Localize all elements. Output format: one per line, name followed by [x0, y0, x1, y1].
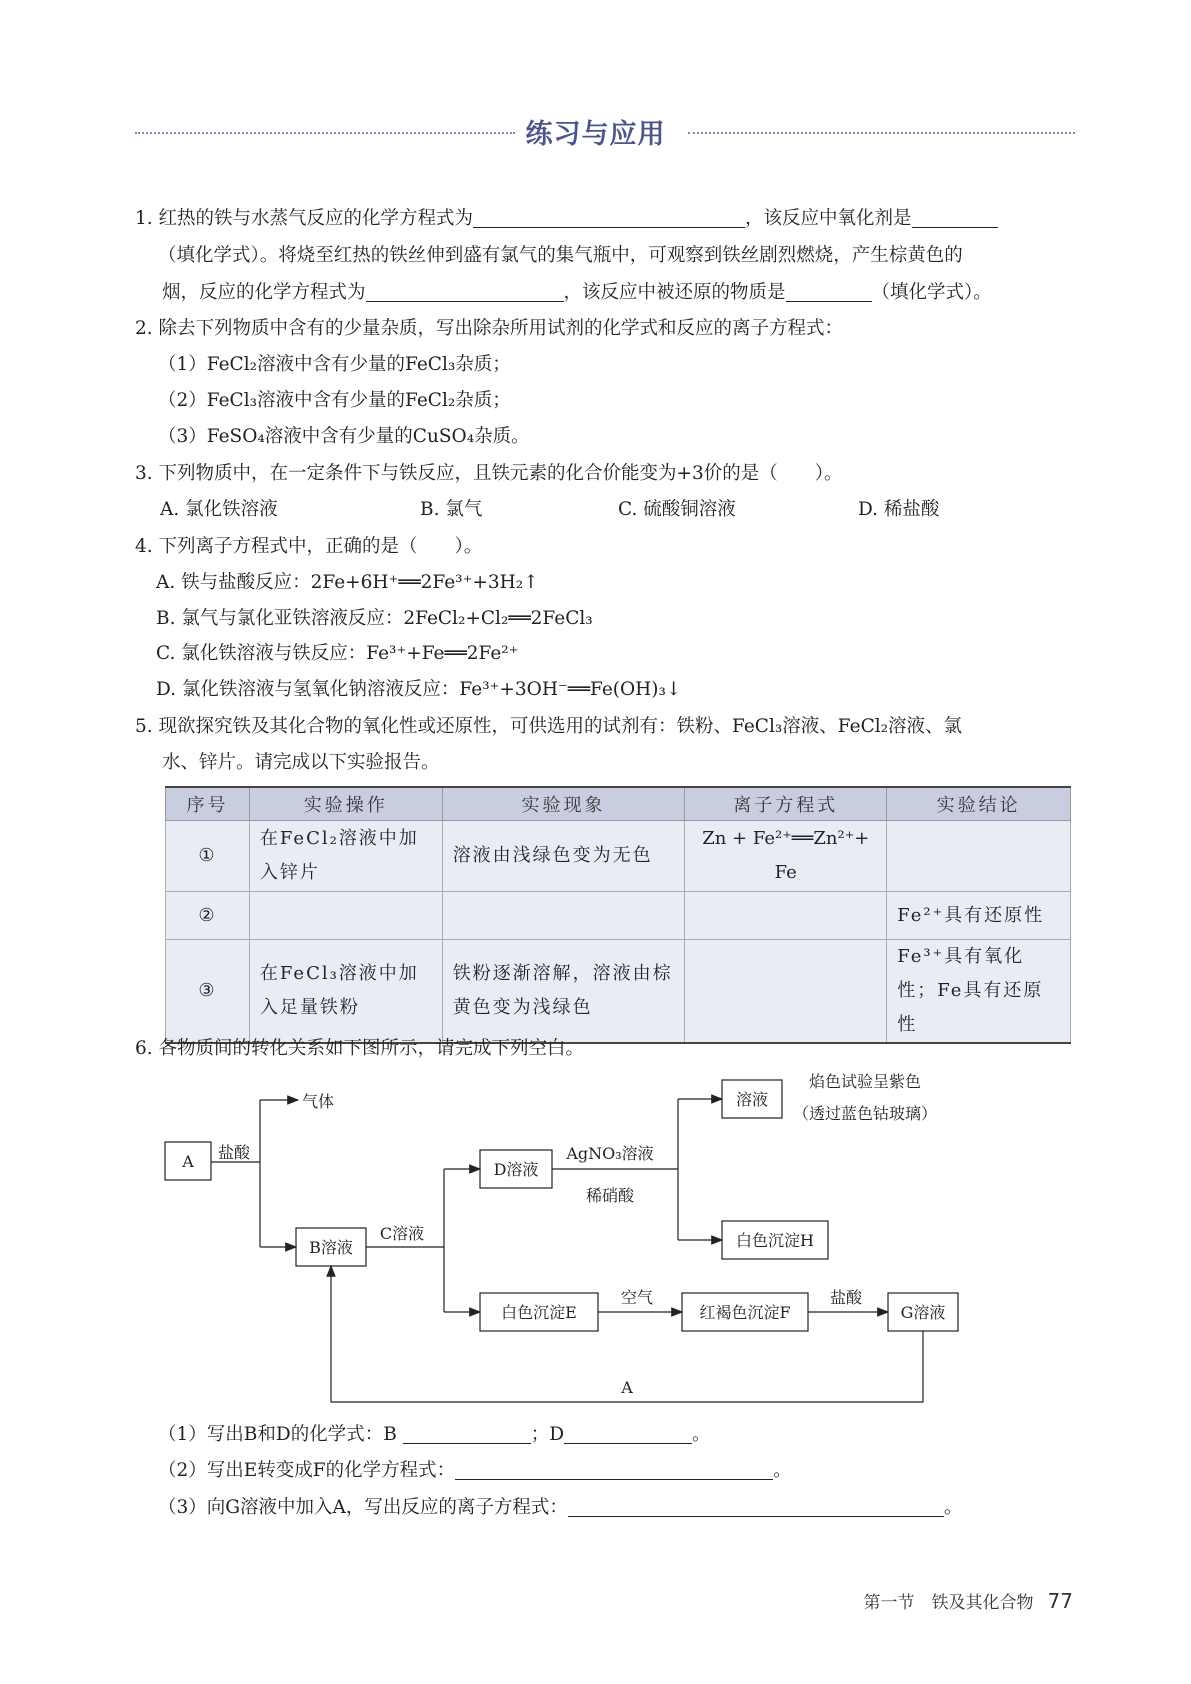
table-header: 离子方程式: [685, 787, 887, 821]
q1-line2: （填化学式）。将烧至红热的铁丝伸到盛有氯气的集气瓶中，可观察到铁丝剧烈燃烧，产生棕黄色的: [158, 245, 963, 266]
q6-part1: （1）写出B和D的化学式：B ；D 。: [158, 1418, 711, 1452]
answer-blank[interactable]: [568, 1494, 944, 1517]
q5-line1: 5. 现欲探究铁及其化合物的氧化性或还原性，可供选用的试剂有：铁粉、FeCl₃溶液、FeCl₂溶液、氯: [135, 716, 963, 737]
q3-option-d[interactable]: D. 稀盐酸: [858, 499, 940, 520]
q3-option-a[interactable]: A. 氯化铁溶液: [160, 499, 278, 520]
cell-phenomenon: 铁粉逐渐溶解，溶液由棕黄色变为浅绿色: [442, 940, 685, 1044]
q1-line3: 烟，反应的化学方程式为 ，该反应中被还原的物质是 （填化学式）。: [162, 276, 992, 310]
label-hcl-1: 盐酸: [217, 1143, 251, 1162]
cell-conclusion: Fe²⁺具有还原性: [887, 892, 1071, 940]
q2-item2: （2）FeCl₃溶液中含有少量的FeCl₂杂质；: [158, 390, 511, 411]
label-agno3: AgNO₃溶液: [566, 1144, 654, 1163]
q4-option-b[interactable]: B. 氯气与氯化亚铁溶液反应：2FeCl₂+Cl₂══2FeCl₃: [156, 608, 593, 629]
node-d: D溶液: [493, 1160, 539, 1179]
node-gas: 气体: [302, 1092, 335, 1111]
q4-option-c[interactable]: C. 氯化铁溶液与铁反应：Fe³⁺+Fe══2Fe²⁺: [156, 643, 519, 664]
q2-item3: （3）FeSO₄溶液中含有少量的CuSO₄杂质。: [158, 426, 530, 447]
label-back-a: A: [621, 1378, 633, 1397]
q3-option-b[interactable]: B. 氯气: [420, 499, 483, 520]
q4-option-d[interactable]: D. 氯化铁溶液与氢氧化钠溶液反应：Fe³⁺+3OH⁻══Fe(OH)₃↓: [156, 679, 682, 700]
page-footer: [864, 1588, 1073, 1613]
label-c-solution: C溶液: [379, 1224, 425, 1243]
label-hcl-2: 盐酸: [829, 1288, 863, 1307]
cell-equation: Zn + Fe²⁺══Zn²⁺+ Fe: [685, 821, 887, 892]
q4-stem: 4. 下列离子方程式中，正确的是（ ）。: [135, 536, 483, 557]
q1-line1: 1. 红热的铁与水蒸气反应的化学方程式为 ，该反应中氧化剂是: [135, 202, 998, 236]
table-header: 实验结论: [887, 787, 1071, 821]
q3-stem: 3. 下列物质中，在一定条件下与铁反应，且铁元素的化合价能变为+3价的是（ ）。: [135, 463, 843, 484]
cell-operation: 在FeCl₃溶液中加入足量铁粉: [249, 940, 442, 1044]
page-number: 77: [1047, 1589, 1073, 1613]
label-air: 空气: [620, 1288, 654, 1307]
label-flame-test: 焰色试验呈紫色: [808, 1072, 922, 1091]
node-b: B溶液: [309, 1238, 353, 1257]
node-h: 白色沉淀H: [736, 1231, 814, 1250]
table-header: 序号: [166, 787, 250, 821]
q6-part3: （3）向G溶液中加入A，写出反应的离子方程式： 。: [158, 1491, 962, 1525]
q6-part2: （2）写出E转变成F的化学方程式： 。: [158, 1454, 792, 1488]
q3-option-c[interactable]: C. 硫酸铜溶液: [618, 499, 736, 520]
q5-line2: 水、锌片。请完成以下实验报告。: [162, 752, 440, 773]
q2-stem: 2. 除去下列物质中含有的少量杂质，写出除杂所用试剂的化学式和反应的离子方程式：: [135, 318, 844, 339]
q4-option-a[interactable]: A. 铁与盐酸反应：2Fe+6H⁺══2Fe³⁺+3H₂↑: [156, 572, 539, 593]
node-f: 红褐色沉淀F: [699, 1303, 791, 1322]
label-cobalt-glass: （透过蓝色钴玻璃）: [792, 1104, 938, 1123]
answer-blank[interactable]: [403, 1421, 531, 1444]
q2-item1: （1）FeCl₂溶液中含有少量的FeCl₃杂质；: [158, 354, 511, 375]
node-e: 白色沉淀E: [501, 1303, 577, 1322]
q6-stem: 6. 各物质间的转化关系如下图所示，请完成下列空白。: [135, 1038, 585, 1059]
node-g: G溶液: [900, 1303, 946, 1322]
row-number: ②: [166, 892, 250, 940]
table-header: 实验操作: [249, 787, 442, 821]
answer-blank[interactable]: [455, 1457, 773, 1480]
cell-conclusion: Fe³⁺具有氧化性；Fe具有还原性: [887, 940, 1071, 1044]
node-solution: 溶液: [735, 1090, 769, 1109]
row-number: ③: [166, 940, 250, 1044]
row-number: ①: [166, 821, 250, 892]
table-header: 实验现象: [442, 787, 685, 821]
footer-section: 第一节 铁及其化合物: [863, 1593, 1034, 1613]
cell-operation: 在FeCl₂溶液中加入锌片: [249, 821, 442, 892]
node-a: A: [182, 1152, 194, 1171]
section-title: 练习与应用: [525, 119, 666, 150]
label-hno3: 稀硝酸: [585, 1186, 635, 1205]
cell-phenomenon: 溶液由浅绿色变为无色: [442, 821, 685, 892]
answer-blank[interactable]: [564, 1421, 692, 1444]
